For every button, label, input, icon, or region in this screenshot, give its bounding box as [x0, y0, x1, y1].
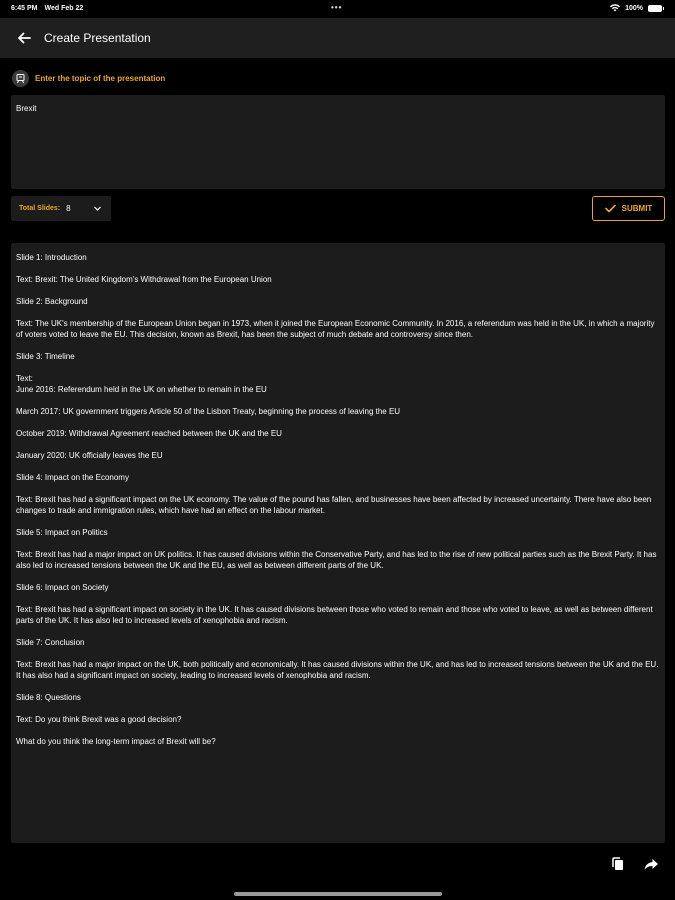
- home-indicator[interactable]: [234, 892, 442, 896]
- share-arrow-icon: [643, 856, 659, 872]
- output-line: Slide 8: Questions: [16, 693, 81, 702]
- wifi-icon: [610, 4, 620, 12]
- topic-label: Enter the topic of the presentation: [35, 73, 166, 83]
- status-bar: [0, 0, 675, 18]
- presentation-output: [11, 243, 665, 843]
- status-date: Wed Feb 22: [44, 5, 84, 12]
- status-time: 6:45 PM: [11, 5, 38, 12]
- copy-icon: [610, 856, 626, 872]
- output-line: Slide 5: Impact on Politics: [16, 528, 108, 537]
- output-line: Slide 6: Impact on Society: [16, 583, 109, 592]
- back-button[interactable]: [13, 27, 35, 49]
- output-line: Slide 1: Introduction: [16, 253, 87, 262]
- submit-button[interactable]: [592, 196, 665, 221]
- output-line: October 2019: Withdrawal Agreement reached between the UK and the EU: [16, 429, 282, 438]
- output-line: Text: Brexit has had a significant impact on the UK economy. The value of the pound has fallen, and businesses have been affected by increased uncertainty. There have also been changes to trade and immigration rules, which have had an effect on the labour market.: [16, 495, 652, 515]
- output-line: Slide 4: Impact on the Economy: [16, 473, 129, 482]
- output-line: Text: Brexit has had a major impact on UK politics. It has caused divisions within the Conservative Party, and has led to the rise of new political parties such as the Brexit Party. It has also led to increased tensions between the UK and the EU, as well as between different parts of the UK.: [16, 550, 657, 570]
- total-slides-label: Total Slides:: [19, 205, 61, 212]
- page-title: Create Presentation: [44, 31, 151, 45]
- submit-label: SUBMIT: [621, 204, 653, 213]
- bottom-bar: [0, 848, 675, 900]
- multitasking-dots[interactable]: •••: [331, 3, 343, 12]
- output-line: Slide 2: Background: [16, 297, 88, 306]
- output-line: Text: Brexit has had a major impact on the UK, both politically and economically. It has caused divisions within the UK, and has led to increased tensions between the UK and the EU. It has also had a significant impact on society, leading to increased levels of xenophobia and racism.: [16, 660, 659, 680]
- arrow-left-icon: [13, 27, 35, 49]
- output-line: March 2017: UK government triggers Article 50 of the Lisbon Treaty, beginning the process of leaving the EU: [16, 407, 401, 416]
- output-line: January 2020: UK officially leaves the EU: [16, 451, 163, 460]
- output-line: Text: Brexit has had a significant impact on society in the UK. It has caused divisions between those who voted to remain and those who voted to leave, as well as between different parts of the UK. It has also led to increased levels of xenophobia and racism.: [16, 605, 653, 625]
- topic-label-row: [12, 69, 165, 87]
- battery-percent: 100%: [625, 4, 643, 12]
- app-bar: [0, 18, 675, 58]
- check-icon: [605, 204, 616, 213]
- topic-textarea[interactable]: [11, 95, 665, 189]
- output-line: Slide 7: Conclusion: [16, 638, 85, 647]
- chevron-down-icon: [93, 204, 102, 213]
- status-left: [11, 5, 83, 12]
- presentation-icon: [12, 70, 29, 87]
- total-slides-value: 8: [66, 204, 71, 213]
- output-line: Slide 3: Timeline: [16, 352, 75, 361]
- output-line: What do you think the long-term impact of Brexit will be?: [16, 737, 216, 746]
- output-line: Text: Brexit: The United Kingdom's Withdrawal from the European Union: [16, 275, 272, 284]
- output-line: Text: Do you think Brexit was a good decision?: [16, 715, 182, 724]
- share-button[interactable]: [643, 856, 659, 872]
- battery-icon: [648, 5, 662, 12]
- status-right: [610, 4, 662, 12]
- output-line: Text: June 2016: Referendum held in the UK on whether to remain in the EU: [16, 374, 267, 394]
- total-slides-dropdown[interactable]: [11, 196, 111, 221]
- copy-button[interactable]: [610, 856, 626, 872]
- topic-input[interactable]: [16, 104, 646, 113]
- output-line: Text: The UK's membership of the European Union began in 1973, when it joined the European Economic Community. In 2016, a referendum was held in the UK, in which a majority of voters voted to leave the EU. This decision, known as Brexit, has been the subject of much debate and controversy since then.: [16, 319, 655, 339]
